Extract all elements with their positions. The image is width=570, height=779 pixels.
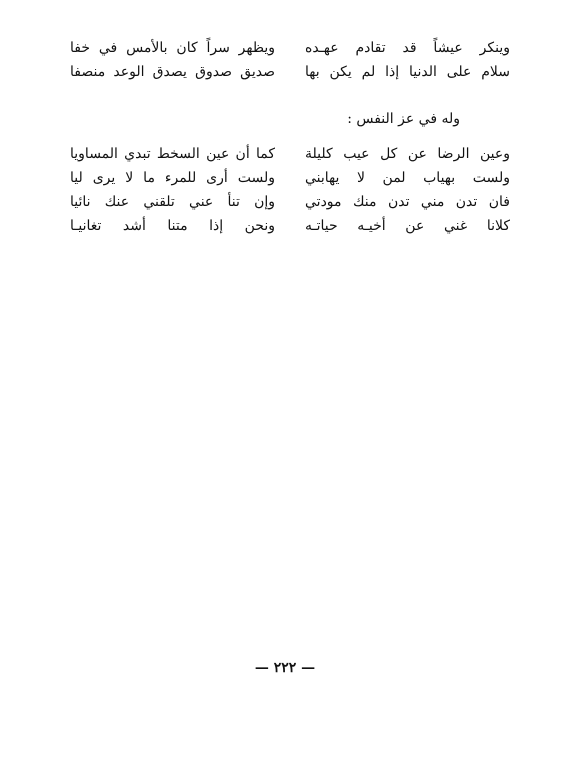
verse-right-hemistich: وينكر عيشاً قد تقادم عهـده <box>305 40 510 56</box>
verse-right-hemistich: وعين الرضا عن كل عيب كليلة <box>305 146 510 162</box>
page-number: — ٢٢٢ — <box>254 660 316 676</box>
verse-right-hemistich: كلانا غني عن أخيـه حياتـه <box>305 218 510 234</box>
verse-line <box>70 166 510 190</box>
poem-stanza-1 <box>70 36 510 84</box>
verse-left-hemistich: كما أن عين السخط تبدي المساويا <box>70 146 275 162</box>
verse-left-hemistich: ولست أرى للمرء ما لا يرى ليا <box>70 170 275 186</box>
poem-stanza-2 <box>70 142 510 238</box>
verse-left-hemistich: ونحن إذا متنا أشد تغانيـا <box>70 218 275 234</box>
verse-left-hemistich: صديق صدوق يصدق الوعد منصفا <box>70 64 275 80</box>
verse-line <box>70 190 510 214</box>
verse-left-hemistich: ويظهر سراً كان بالأمس في خفا <box>70 40 275 56</box>
verse-line <box>70 142 510 166</box>
verse-line <box>70 36 510 60</box>
verse-right-hemistich: ولست بهياب لمن لا يهابني <box>305 170 510 186</box>
verse-line <box>70 60 510 84</box>
section-heading: وله في عز النفس : <box>347 111 460 127</box>
verse-left-hemistich: وإن تنأ عني تلقني عنك نائيا <box>70 194 275 210</box>
verse-right-hemistich: فان تدن مني تدن منك مودتي <box>305 194 510 210</box>
verse-line <box>70 214 510 238</box>
verse-right-hemistich: سلام على الدنيا إذا لم يكن بها <box>305 64 510 80</box>
